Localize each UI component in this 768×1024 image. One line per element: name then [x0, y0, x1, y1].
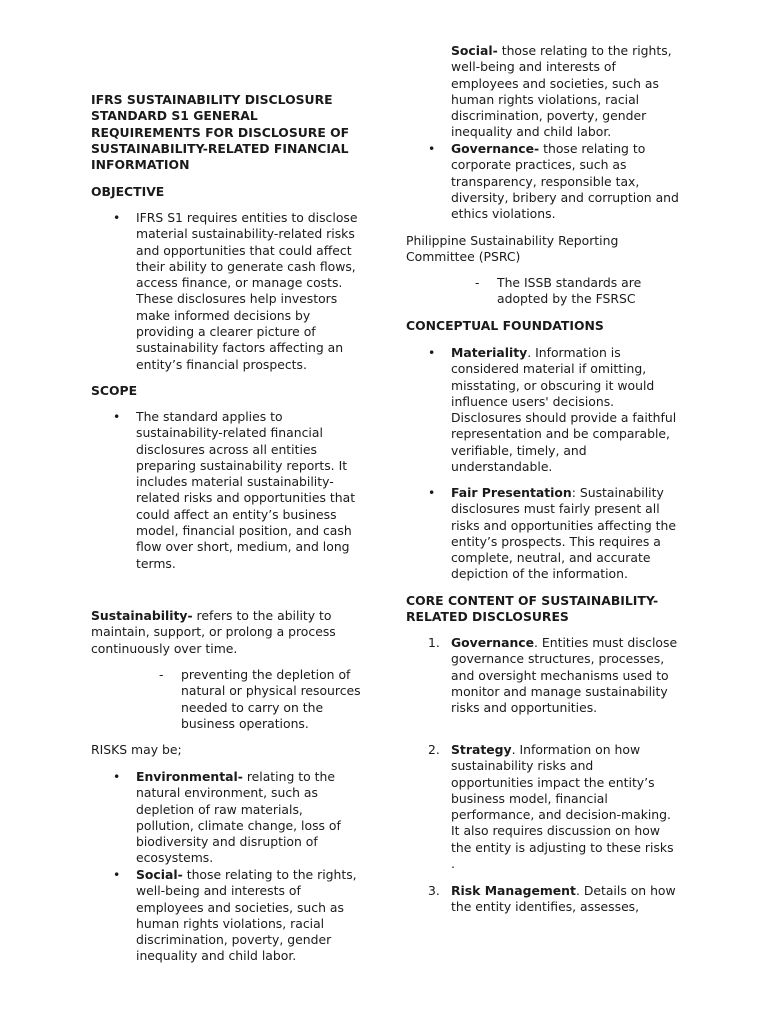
sustainability-term: Sustainability- [91, 608, 193, 623]
risk-term: Environmental- [136, 769, 243, 784]
scope-text: The standard applies to sustainability-related financial disclosures across all entities preparing sustainability reports. It includes material sustainability-related risks and opportunities that could affect an entity’s business model, financial position, and cash flow over short, medium, and long terms. [136, 409, 356, 571]
bullet-icon: • [428, 485, 436, 500]
core-text: . Information on how sustainability risks and opportunities impact the entity’s business model, financial performance, and decision-making. It also requires discussion on how the entity is adjusting to these risks . [451, 742, 674, 872]
bullet-icon: • [113, 409, 121, 424]
sustainability-dash-text: preventing the depletion of natural or physical resources needed to carry on the business operations. [181, 667, 361, 731]
psrc-dash-item [475, 275, 672, 308]
risk-text: those relating to corporate practices, such as transparency, responsible tax, diversity, bribery and corruption and ethics violations. [451, 141, 679, 222]
psrc-text: Philippine Sustainability Reporting Committee (PSRC) [406, 233, 619, 265]
core-term: Strategy [451, 742, 512, 757]
list-number: 3. [428, 883, 440, 898]
core-text: . Entities must disclose governance structures, processes, and oversight mechanisms used to monitor and manage sustainability risks and opportunities. [451, 635, 678, 716]
objective-bullet [113, 210, 364, 373]
risk-term: Governance- [451, 141, 540, 156]
conceptual-heading: CONCEPTUAL FOUNDATIONS [406, 318, 604, 333]
conceptual-term: Fair Presentation [451, 485, 572, 500]
core-term: Risk Management [451, 883, 576, 898]
dash-icon: - [159, 667, 164, 682]
dash-icon: - [475, 275, 480, 290]
conceptual-item-materiality [428, 345, 679, 475]
bullet-icon: • [113, 867, 121, 882]
risk-item-environmental [113, 769, 364, 867]
objective-text: IFRS S1 requires entities to disclose material sustainability-related risks and opportunities that could affect their ability to generate cash flows, access finance, or manage costs. These disclosures help investors make informed decisions by providing a clearer picture of sustainability factors affecting an entity’s financial prospects. [136, 210, 358, 372]
sustainability-dash-item [159, 667, 366, 732]
bullet-icon: • [113, 210, 121, 225]
core-text: . Details on how the entity identifies, assesses, [451, 883, 676, 915]
risk-item-governance [428, 141, 679, 222]
list-number: 1. [428, 635, 440, 650]
core-term: Governance [451, 635, 535, 650]
risk-term: Social- [136, 867, 183, 882]
bullet-icon: • [113, 769, 121, 784]
objective-heading: OBJECTIVE [91, 184, 165, 199]
risk-text: relating to the natural environment, such as depletion of raw materials, pollution, climate change, loss of biodiversity and disruption of ecosystems. [136, 769, 341, 866]
bullet-icon: • [428, 141, 436, 156]
list-number: 2. [428, 742, 440, 757]
sustainability-definition [91, 608, 366, 657]
risks-intro: RISKS may be; [91, 742, 182, 757]
conceptual-text: : Sustainability disclosures must fairly present all risks and opportunities affecting the entity’s prospects. This requires a complete, neutral, and accurate depiction of the information. [451, 485, 676, 582]
risk-item-social-tail: Social- those relating to the rights, well-being and interests of employees and societies, such as human rights violations, racial discrimination, poverty, gender inequality and child labor. [451, 43, 672, 140]
core-item-risk-management [428, 883, 679, 916]
risk-item-social [113, 867, 364, 964]
bullet-icon: • [428, 345, 436, 360]
psrc-dash-text: The ISSB standards are adopted by the FSRSC [497, 275, 642, 307]
scope-bullet [113, 409, 364, 572]
conceptual-text: . Information is considered material if omitting, misstating, or obscuring it would influence users' decisions. Disclosures should provide a faithful representation and be comparable, verifiable, timely, and understandable. [451, 345, 677, 475]
conceptual-item-fair-presentation [428, 485, 679, 583]
core-heading: CORE CONTENT OF SUSTAINABILITY-RELATED DISCLOSURES [406, 593, 659, 625]
core-item-strategy [428, 742, 679, 872]
core-item-governance [428, 635, 679, 716]
scope-heading: SCOPE [91, 383, 138, 398]
sustainability-text: refers to the ability to maintain, support, or prolong a process continuously over time. [91, 608, 336, 656]
conceptual-term: Materiality [451, 345, 528, 360]
document-title: IFRS SUSTAINABILITY DISCLOSURE STANDARD S1 GENERAL REQUIREMENTS FOR DISCLOSURE OF SUSTAINABILITY-RELATED FINANCIAL INFORMATION [91, 92, 350, 173]
risk-text: those relating to the rights, well-being and interests of employees and societies, such as human rights violations, racial discrimination, poverty, gender inequality and child labor. [136, 867, 357, 964]
